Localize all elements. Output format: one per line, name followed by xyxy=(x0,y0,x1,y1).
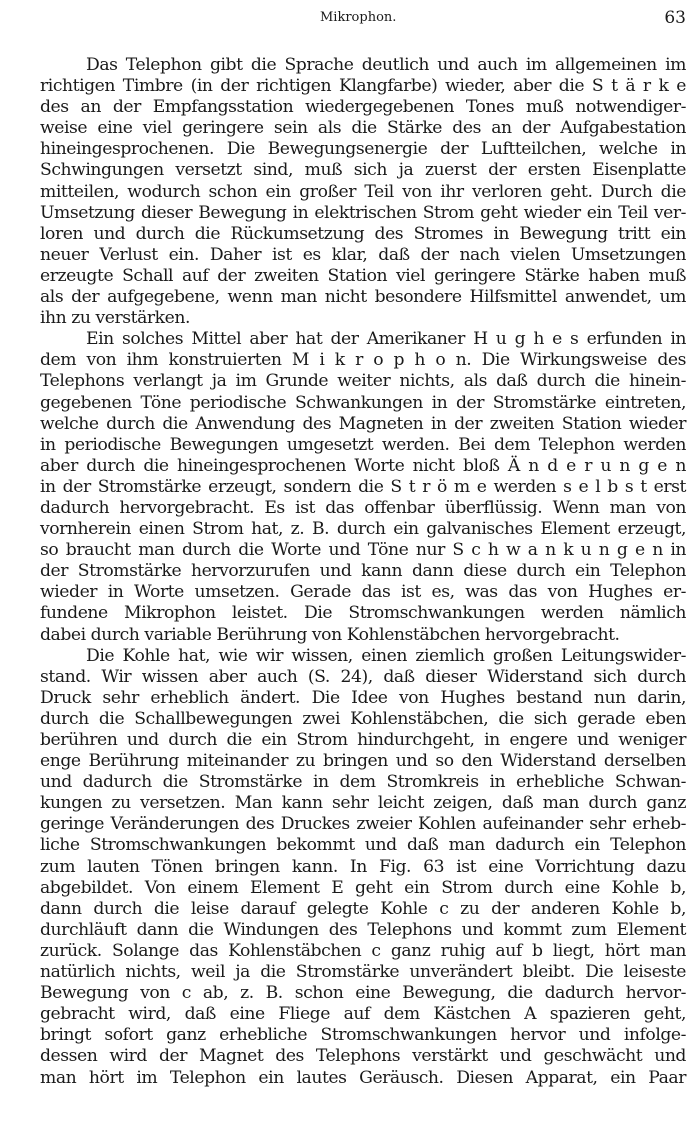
text-line: welche durch die Anwendung des Magneten in der zweiten Station wieder xyxy=(40,413,686,434)
text-line: durchläuft dann die Windungen des Telephons und kommt zum Element xyxy=(40,919,686,940)
text-line: und dadurch die Stromstärke in dem Stromkreis in erhebliche Schwan- xyxy=(40,772,686,793)
text-line: stand. Wir wissen aber auch (S. 24), daß dieser Widerstand sich durch xyxy=(40,666,686,687)
text-line: Das Telephon gibt die Sprache deutlich und auch im allgemeinen im xyxy=(86,55,686,75)
text-line: richtigen Timbre (in der richtigen Klangfarbe) wieder, aber die S t ä r k e xyxy=(40,76,686,97)
text-line: loren und durch die Rückumsetzung des Stromes in Bewegung tritt ein xyxy=(40,223,686,244)
text-line: dessen wird der Magnet des Telephons verstärkt und geschwächt und xyxy=(40,1046,686,1067)
text-line: durch die Schallbewegungen zwei Kohlenstäbchen, die sich gerade eben xyxy=(40,708,686,729)
text-line: Die Kohle hat, wie wir wissen, einen ziemlich großen Leitungswider- xyxy=(86,645,686,666)
text-line: berühren und durch die ein Strom hindurchgeht, in engere und weniger xyxy=(40,730,686,750)
running-title: Mikrophon. xyxy=(320,10,397,25)
text-line: dem von ihm konstruierten M i k r o p h o n. Die Wirkungsweise des xyxy=(40,350,686,371)
text-line: des an der Empfangsstation wiedergegebenen Tones muß notwendiger- xyxy=(40,97,686,118)
text-line: geringe Veränderungen des Druckes zweier Kohlen aufeinander sehr erheb- xyxy=(40,814,686,835)
text-line: hineingesprochenen. Die Bewegungsenergie der Luftteilchen, welche in xyxy=(40,139,686,160)
text-line: Druck sehr erheblich ändert. Die Idee von Hughes bestand nun darin, xyxy=(40,687,686,708)
text-line: abgebildet. Von einem Element E geht ein Strom durch eine Kohle b, xyxy=(40,877,686,898)
text-line: enge Berührung miteinander zu bringen und so den Widerstand derselben xyxy=(40,751,686,772)
text-line: dabei durch variable Berührung von Kohlenstäbchen hervorgebracht. xyxy=(40,624,620,645)
text-line: in periodische Bewegungen umgesetzt werden. Bei dem Telephon werden xyxy=(40,434,686,455)
body-text xyxy=(40,55,686,1089)
text-line: natürlich nichts, weil ja die Stromstärke unverändert bleibt. Die leiseste xyxy=(40,962,686,983)
text-line: zum lauten Tönen bringen kann. In Fig. 63 ist eine Vorrichtung dazu xyxy=(40,856,686,877)
text-line: dadurch hervorgebracht. Es ist das offenbar überflüssig. Wenn man von xyxy=(40,497,686,518)
text-line: der Stromstärke hervorzurufen und kann dann diese durch ein Telephon xyxy=(40,561,686,582)
text-line: kungen zu versetzen. Man kann sehr leicht zeigen, daß man durch ganz xyxy=(40,793,686,814)
text-line: liche Stromschwankungen bekommt und daß man dadurch ein Telephon xyxy=(40,835,686,856)
text-line: gegebenen Töne periodische Schwankungen in der Stromstärke eintreten, xyxy=(40,392,686,413)
text-line: Telephons verlangt ja im Grunde weiter nichts, als daß durch die hinein- xyxy=(40,371,686,392)
text-line: Schwingungen versetzt sind, muß sich ja zuerst der ersten Eisenplatte xyxy=(40,160,686,181)
text-line: Umsetzung dieser Bewegung in elektrischen Strom geht wieder ein Teil ver- xyxy=(40,202,686,223)
text-line: ihn zu verstärken. xyxy=(40,308,190,329)
text-line: erzeugte Schall auf der zweiten Station viel geringere Stärke haben muß xyxy=(40,265,686,286)
text-line: neuer Verlust ein. Daher ist es klar, daß der nach vielen Umsetzungen xyxy=(40,244,686,265)
text-line: fundene Mikrophon leistet. Die Stromschwankungen werden nämlich xyxy=(40,603,686,624)
text-line: wieder in Worte umsetzen. Gerade das ist es, was das von Hughes er- xyxy=(40,582,686,603)
text-line: mitteilen, wodurch schon ein großer Teil von ihr verloren geht. Durch die xyxy=(40,181,686,202)
text-line: aber durch die hineingesprochenen Worte nicht bloß Ä n d e r u n g e n xyxy=(40,455,686,476)
text-line: gebracht wird, daß eine Fliege auf dem Kästchen A spazieren geht, xyxy=(40,1004,686,1025)
text-line: Bewegung von c ab, z. B. schon eine Bewegung, die dadurch hervor- xyxy=(40,983,686,1004)
text-line: weise eine viel geringere sein als die Stärke des an der Aufgabestation xyxy=(40,118,686,139)
page-header xyxy=(0,8,700,32)
text-line: als der aufgegebene, wenn man nicht besondere Hilfsmittel anwendet, um xyxy=(40,287,686,308)
text-line: dann durch die leise darauf gelegte Kohle c zu der anderen Kohle b, xyxy=(40,898,686,919)
text-line: Ein solches Mittel aber hat der Amerikaner H u g h e s erfunden in xyxy=(86,329,686,350)
text-line: so braucht man durch die Worte und Töne nur S c h w a n k u n g e n in xyxy=(40,540,686,561)
text-line: in der Stromstärke erzeugt, sondern die S t r ö m e werden s e l b s t erst xyxy=(40,476,686,497)
text-line: man hört im Telephon ein lautes Geräusch. Diesen Apparat, ein Paar xyxy=(40,1067,686,1088)
text-line: bringt sofort ganz erhebliche Stromschwankungen hervor und infolge- xyxy=(40,1025,686,1046)
text-line: zurück. Solange das Kohlenstäbchen c ganz ruhig auf b liegt, hört man xyxy=(40,940,686,961)
text-line: vornherein einen Strom hat, z. B. durch ein galvanisches Element erzeugt, xyxy=(40,519,686,540)
page-number: 63 xyxy=(664,8,686,28)
